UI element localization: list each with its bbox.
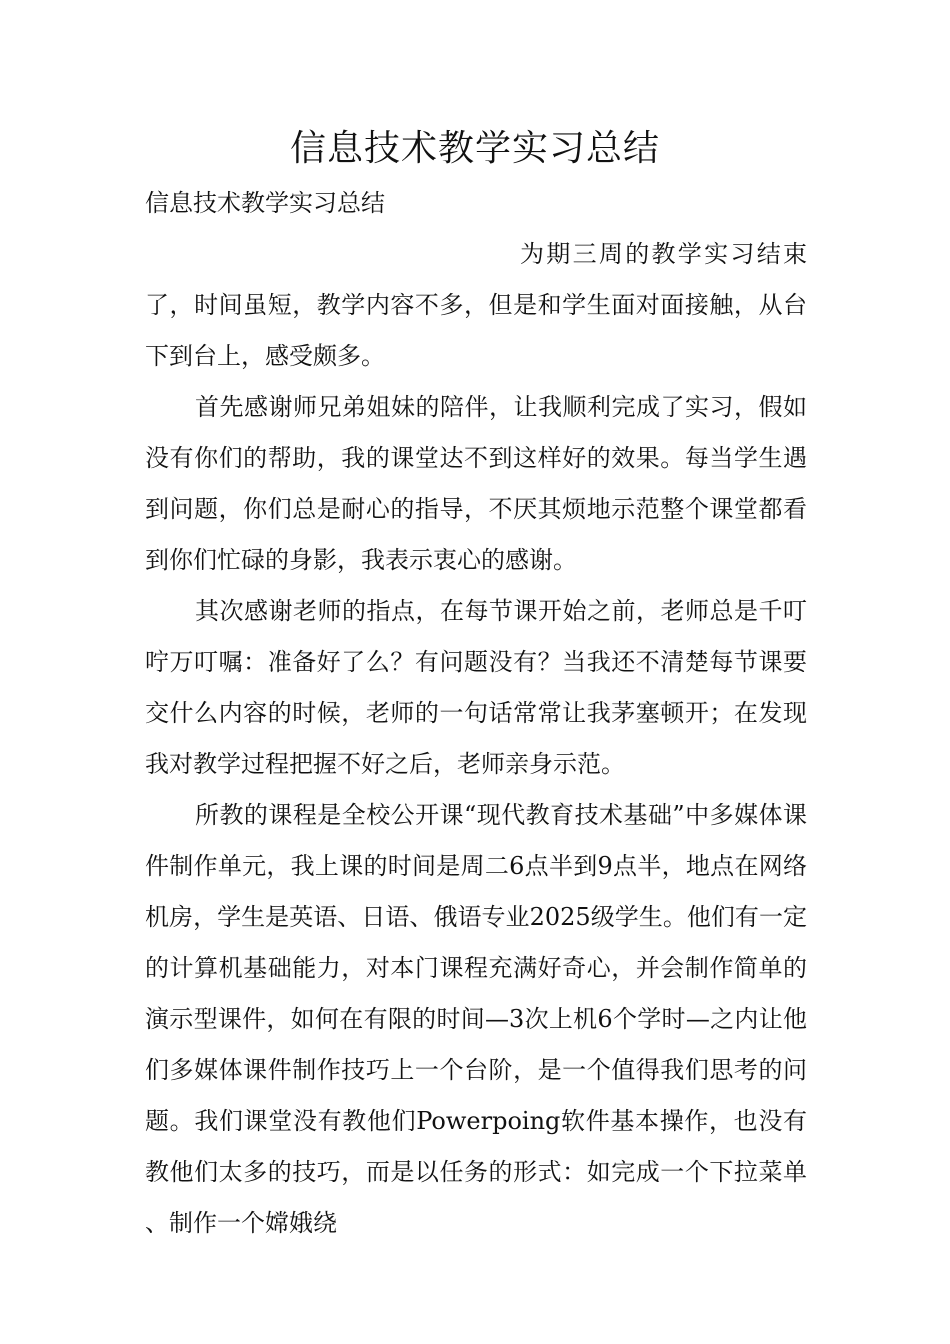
document-subtitle: 信息技术教学实习总结 bbox=[145, 189, 385, 217]
paragraph-2: 首先感谢师兄弟姐妹的陪伴，让我顺利完成了实习，假如没有你们的帮助，我的课堂达不到这样好的效果。每当学生遇到问题，你们总是耐心的指导，不厌其烦地示范整个课堂都看到你们忙碌的身影，我表示衷心的感谢。 bbox=[145, 393, 807, 574]
paragraph-3: 其次感谢老师的指点，在每节课开始之前，老师总是千叮咛万叮嘱：准备好了么？有问题没有？当我还不清楚每节课要交什么内容的时候，老师的一句话常常让我茅塞顿开；在发现我对教学过程把握不好之后，老师亲身示范。 bbox=[145, 597, 807, 778]
paragraph-4: 所教的课程是全校公开课“现代教育技术基础”中多媒体课件制作单元，我上课的时间是周二6点半到9点半，地点在网络机房，学生是英语、日语、俄语专业2025级学生。他们有一定的计算机基础能力，对本门课程充满好奇心，并会制作简单的演示型课件，如何在有限的时间—3次上机6个学时—之内让他们多媒体课件制作技巧上一个台阶，是一个值得我们思考的问题。我们课堂没有教他们Powerpoing软件基本操作，也没有教他们太多的技巧，而是以任务的形式：如完成一个下拉菜单、制作一个嫦娥绕 bbox=[145, 801, 807, 1237]
paragraph-1: 为期三周的教学实习结束了，时间虽短，教学内容不多，但是和学生面对面接触，从台下到台上，感受颇多。 bbox=[145, 240, 807, 370]
document-title: 信息技术教学实习总结 bbox=[289, 128, 660, 169]
document-body bbox=[145, 178, 807, 1249]
